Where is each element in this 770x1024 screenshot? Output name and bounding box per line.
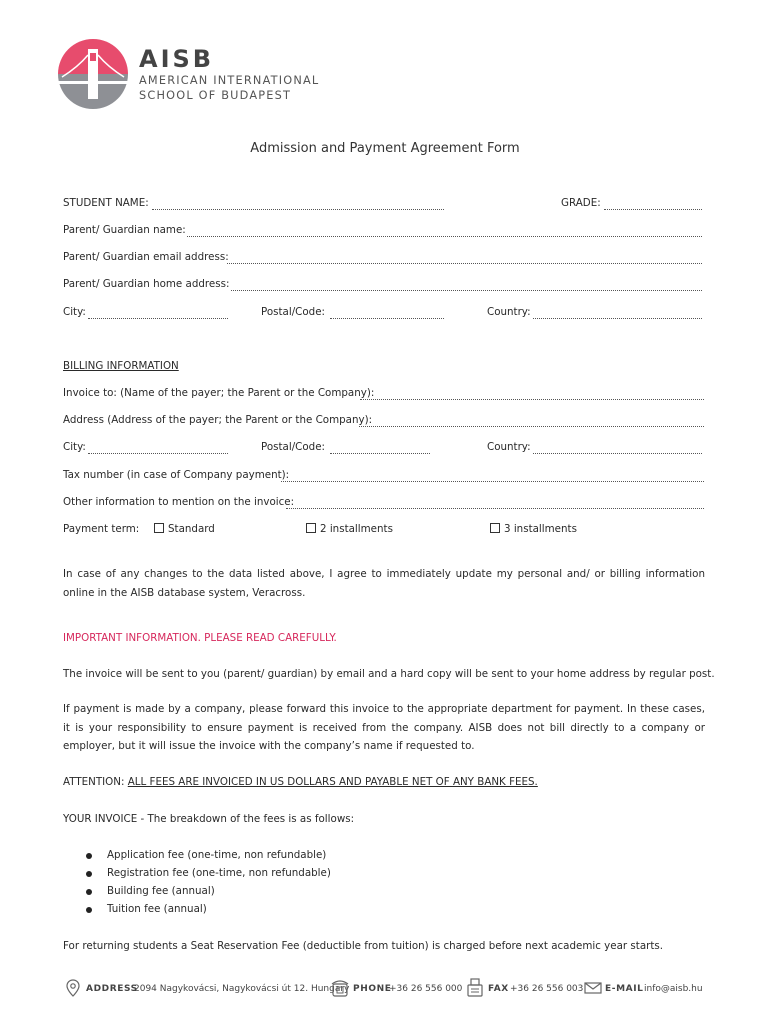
- checkbox-icon[interactable]: [154, 523, 164, 533]
- footer-email-label: E-MAIL: [605, 984, 644, 994]
- billing-postal-label: Postal/Code:: [261, 441, 326, 453]
- billing-country-field[interactable]: [533, 444, 702, 454]
- guardian-email-label: Parent/ Guardian email address:: [63, 251, 229, 263]
- footer-address-value: 2094 Nagykovácsi, Nagykovácsi út 12. Hungary: [134, 984, 350, 994]
- attention-label: ATTENTION:: [63, 776, 125, 788]
- other-info-field[interactable]: [286, 499, 704, 509]
- fee-item: Tuition fee (annual): [107, 903, 207, 915]
- company-payment-paragraph: If payment is made by a company, please forward this invoice to the appropriate department for payment. In these cases, it is your responsibility to ensure payment is received from the company. AISB does not bill directly to a company or employer, but it will issue the invoice with the company’s name if requested to.: [63, 703, 705, 752]
- billing-country-label: Country:: [487, 441, 531, 453]
- footer-fax-value: +36 26 556 003: [510, 984, 584, 994]
- other-info-label: Other information to mention on the invoice:: [63, 496, 295, 508]
- footer-email-value[interactable]: info@aisb.hu: [644, 984, 703, 994]
- country-field[interactable]: [533, 309, 702, 319]
- checkbox-icon[interactable]: [306, 523, 316, 533]
- invoice-to-label: Invoice to: (Name of the payer; the Parent or the Company):: [63, 387, 375, 399]
- guardian-name-field[interactable]: [187, 227, 702, 237]
- fee-item: Application fee (one-time, non refundable): [107, 849, 327, 861]
- phone-icon: [331, 978, 349, 998]
- fee-item: Building fee (annual): [107, 885, 215, 897]
- invoice-to-field[interactable]: [360, 390, 704, 400]
- postal-label: Postal/Code:: [261, 306, 326, 318]
- payment-option-3-installments[interactable]: [490, 523, 577, 536]
- fee-item: Registration fee (one-time, non refundable): [107, 867, 331, 879]
- grade-field[interactable]: [604, 200, 702, 210]
- student-name-field[interactable]: [152, 200, 444, 210]
- footer-phone-value: +36 26 556 000: [389, 984, 463, 994]
- payment-option-2-installments[interactable]: [306, 523, 393, 536]
- data-change-paragraph: In case of any changes to the data listed above, I agree to immediately update my personal and/ or billing information online in the AISB database system, Veracross.: [63, 568, 705, 599]
- option-label: Standard: [168, 523, 215, 535]
- guardian-name-label: Parent/ Guardian name:: [63, 224, 186, 236]
- checkbox-icon[interactable]: [490, 523, 500, 533]
- returning-students-note: For returning students a Seat Reservation Fee (deductible from tuition) is charged before next academic year starts.: [63, 940, 664, 952]
- bullet-icon: [86, 907, 92, 913]
- email-icon: [584, 982, 602, 994]
- logo-line-1: AMERICAN INTERNATIONAL: [139, 74, 320, 87]
- footer-phone-label: PHONE: [353, 984, 392, 994]
- option-label: 2 installments: [320, 523, 393, 535]
- logo-line-2: SCHOOL OF BUDAPEST: [139, 89, 292, 102]
- footer: [64, 978, 714, 1002]
- option-label: 3 installments: [504, 523, 577, 535]
- billing-postal-field[interactable]: [330, 444, 430, 454]
- billing-address-field[interactable]: [359, 417, 704, 427]
- attention-line: [63, 776, 538, 789]
- fax-icon: [467, 978, 483, 998]
- billing-city-field[interactable]: [88, 444, 228, 454]
- billing-city-label: City:: [63, 441, 86, 453]
- tax-number-field[interactable]: [281, 472, 704, 482]
- billing-address-label: Address (Address of the payer; the Parent or the Company):: [63, 414, 373, 426]
- page-title: Admission and Payment Agreement Form: [250, 141, 520, 156]
- payment-term-label: Payment term:: [63, 523, 140, 535]
- important-notice: IMPORTANT INFORMATION. PLEASE READ CAREFULLY.: [63, 632, 337, 644]
- invoice-delivery-paragraph: The invoice will be sent to you (parent/ guardian) by email and a hard copy will be sent to your home address by regular post.: [63, 668, 715, 680]
- bullet-icon: [86, 853, 92, 859]
- city-field[interactable]: [88, 309, 228, 319]
- guardian-address-label: Parent/ Guardian home address:: [63, 278, 230, 290]
- footer-fax-label: FAX: [488, 984, 509, 994]
- school-logo: [58, 39, 128, 109]
- payment-option-standard[interactable]: [154, 523, 215, 536]
- attention-text: ALL FEES ARE INVOICED IN US DOLLARS AND PAYABLE NET OF ANY BANK FEES.: [127, 776, 538, 788]
- logo-emblem-icon: [58, 39, 128, 109]
- city-label: City:: [63, 306, 86, 318]
- tax-number-label: Tax number (in case of Company payment):: [63, 469, 290, 481]
- logo-acronym: AISB: [139, 45, 215, 73]
- country-label: Country:: [487, 306, 531, 318]
- guardian-email-field[interactable]: [227, 254, 702, 264]
- guardian-address-field[interactable]: [231, 281, 702, 291]
- student-name-label: STUDENT NAME:: [63, 197, 149, 209]
- footer-address-label: ADDRESS: [86, 984, 138, 994]
- bullet-icon: [86, 889, 92, 895]
- location-pin-icon: [66, 979, 80, 997]
- grade-label: GRADE:: [561, 197, 601, 209]
- bullet-icon: [86, 871, 92, 877]
- billing-heading: BILLING INFORMATION: [63, 360, 179, 372]
- fee-breakdown-intro: YOUR INVOICE - The breakdown of the fees is as follows:: [63, 813, 355, 825]
- postal-field[interactable]: [330, 309, 444, 319]
